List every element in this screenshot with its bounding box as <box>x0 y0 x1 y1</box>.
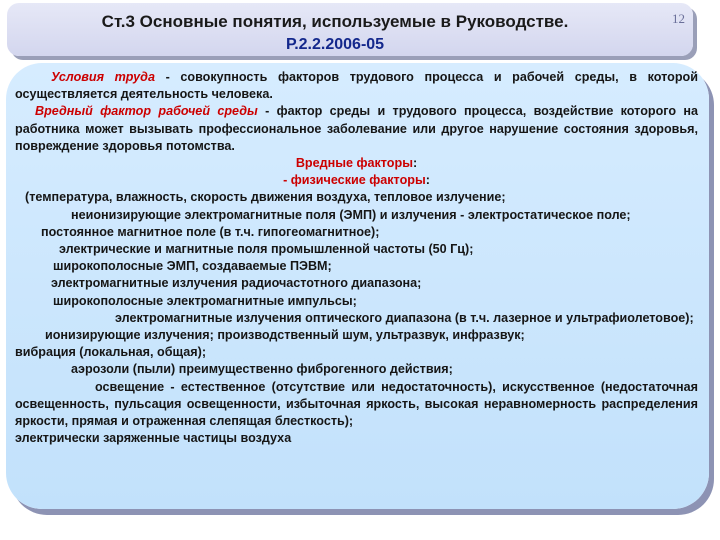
list-item: освещение - естественное (отсутствие или недостаточность), искусственное (недостаточная освещенность, пульсация освещенности, избыточная яркость, высокая неравномерность распределения яркости, прямая и отраженная слепящая блесткость); <box>15 379 698 429</box>
definition-working-conditions <box>15 69 698 103</box>
slide-title-box <box>7 3 693 56</box>
definition-harmful-factor <box>15 103 698 155</box>
term-harmful-factor: Вредный фактор рабочей среды <box>35 104 258 119</box>
list-item: (температура, влажность, скорость движения воздуха, тепловое излучение; <box>25 190 506 205</box>
list-item: электромагнитные излучения оптического диапазона (в т.ч. лазерное и ультрафиолетовое); <box>115 310 694 325</box>
heading-colon: : <box>425 173 430 188</box>
heading-harmful-factors <box>15 155 698 172</box>
heading-text: - физические факторы <box>283 173 426 188</box>
content-panel <box>6 63 709 509</box>
list-item: широкополосные ЭМП, создаваемые ПЭВМ; <box>53 259 332 274</box>
list-item: неионизирующие электромагнитные поля (ЭМП) и излучения - электростатическое поле; <box>71 207 631 222</box>
document-code: Р.2.2.2006-05 <box>285 36 385 53</box>
list-item: широкополосные электромагнитные импульсы; <box>53 293 357 308</box>
heading-colon: : <box>412 156 418 171</box>
list-item: электрически заряженные частицы воздуха <box>15 431 292 446</box>
heading-physical-factors <box>15 172 698 189</box>
list-item: электромагнитные излучения радиочастотного диапазона; <box>51 276 422 291</box>
list-item: аэрозоли (пыли) преимущественно фиброгенного действия; <box>71 362 453 377</box>
definition-text: - фактор среды и трудового процесса, воздействие которого на работника может вызывать профессиональное заболевание или другое нарушение состояния здоровья, повреждение здоровья потомства. <box>15 104 698 153</box>
list-item: электрические и магнитные поля промышленной частоты (50 Гц); <box>59 242 474 257</box>
slide-number: 12 <box>672 11 685 26</box>
list-item: вибрация (локальная, общая); <box>15 345 207 360</box>
definition-text: - совокупность факторов трудового процесса и рабочей среды, в которой осуществляется деятельность человека. <box>15 70 698 102</box>
term-working-conditions: Условия труда <box>51 70 155 84</box>
heading-text: Вредные факторы <box>295 156 413 171</box>
list-item: постоянное магнитное поле (в т.ч. гипогеомагнитное); <box>41 224 380 239</box>
slide-title: Ст.3 Основные понятия, используемые в Руководстве. <box>101 12 569 31</box>
list-item: ионизирующие излучения; производственный шум, ультразвук, инфразвук; <box>45 328 525 343</box>
